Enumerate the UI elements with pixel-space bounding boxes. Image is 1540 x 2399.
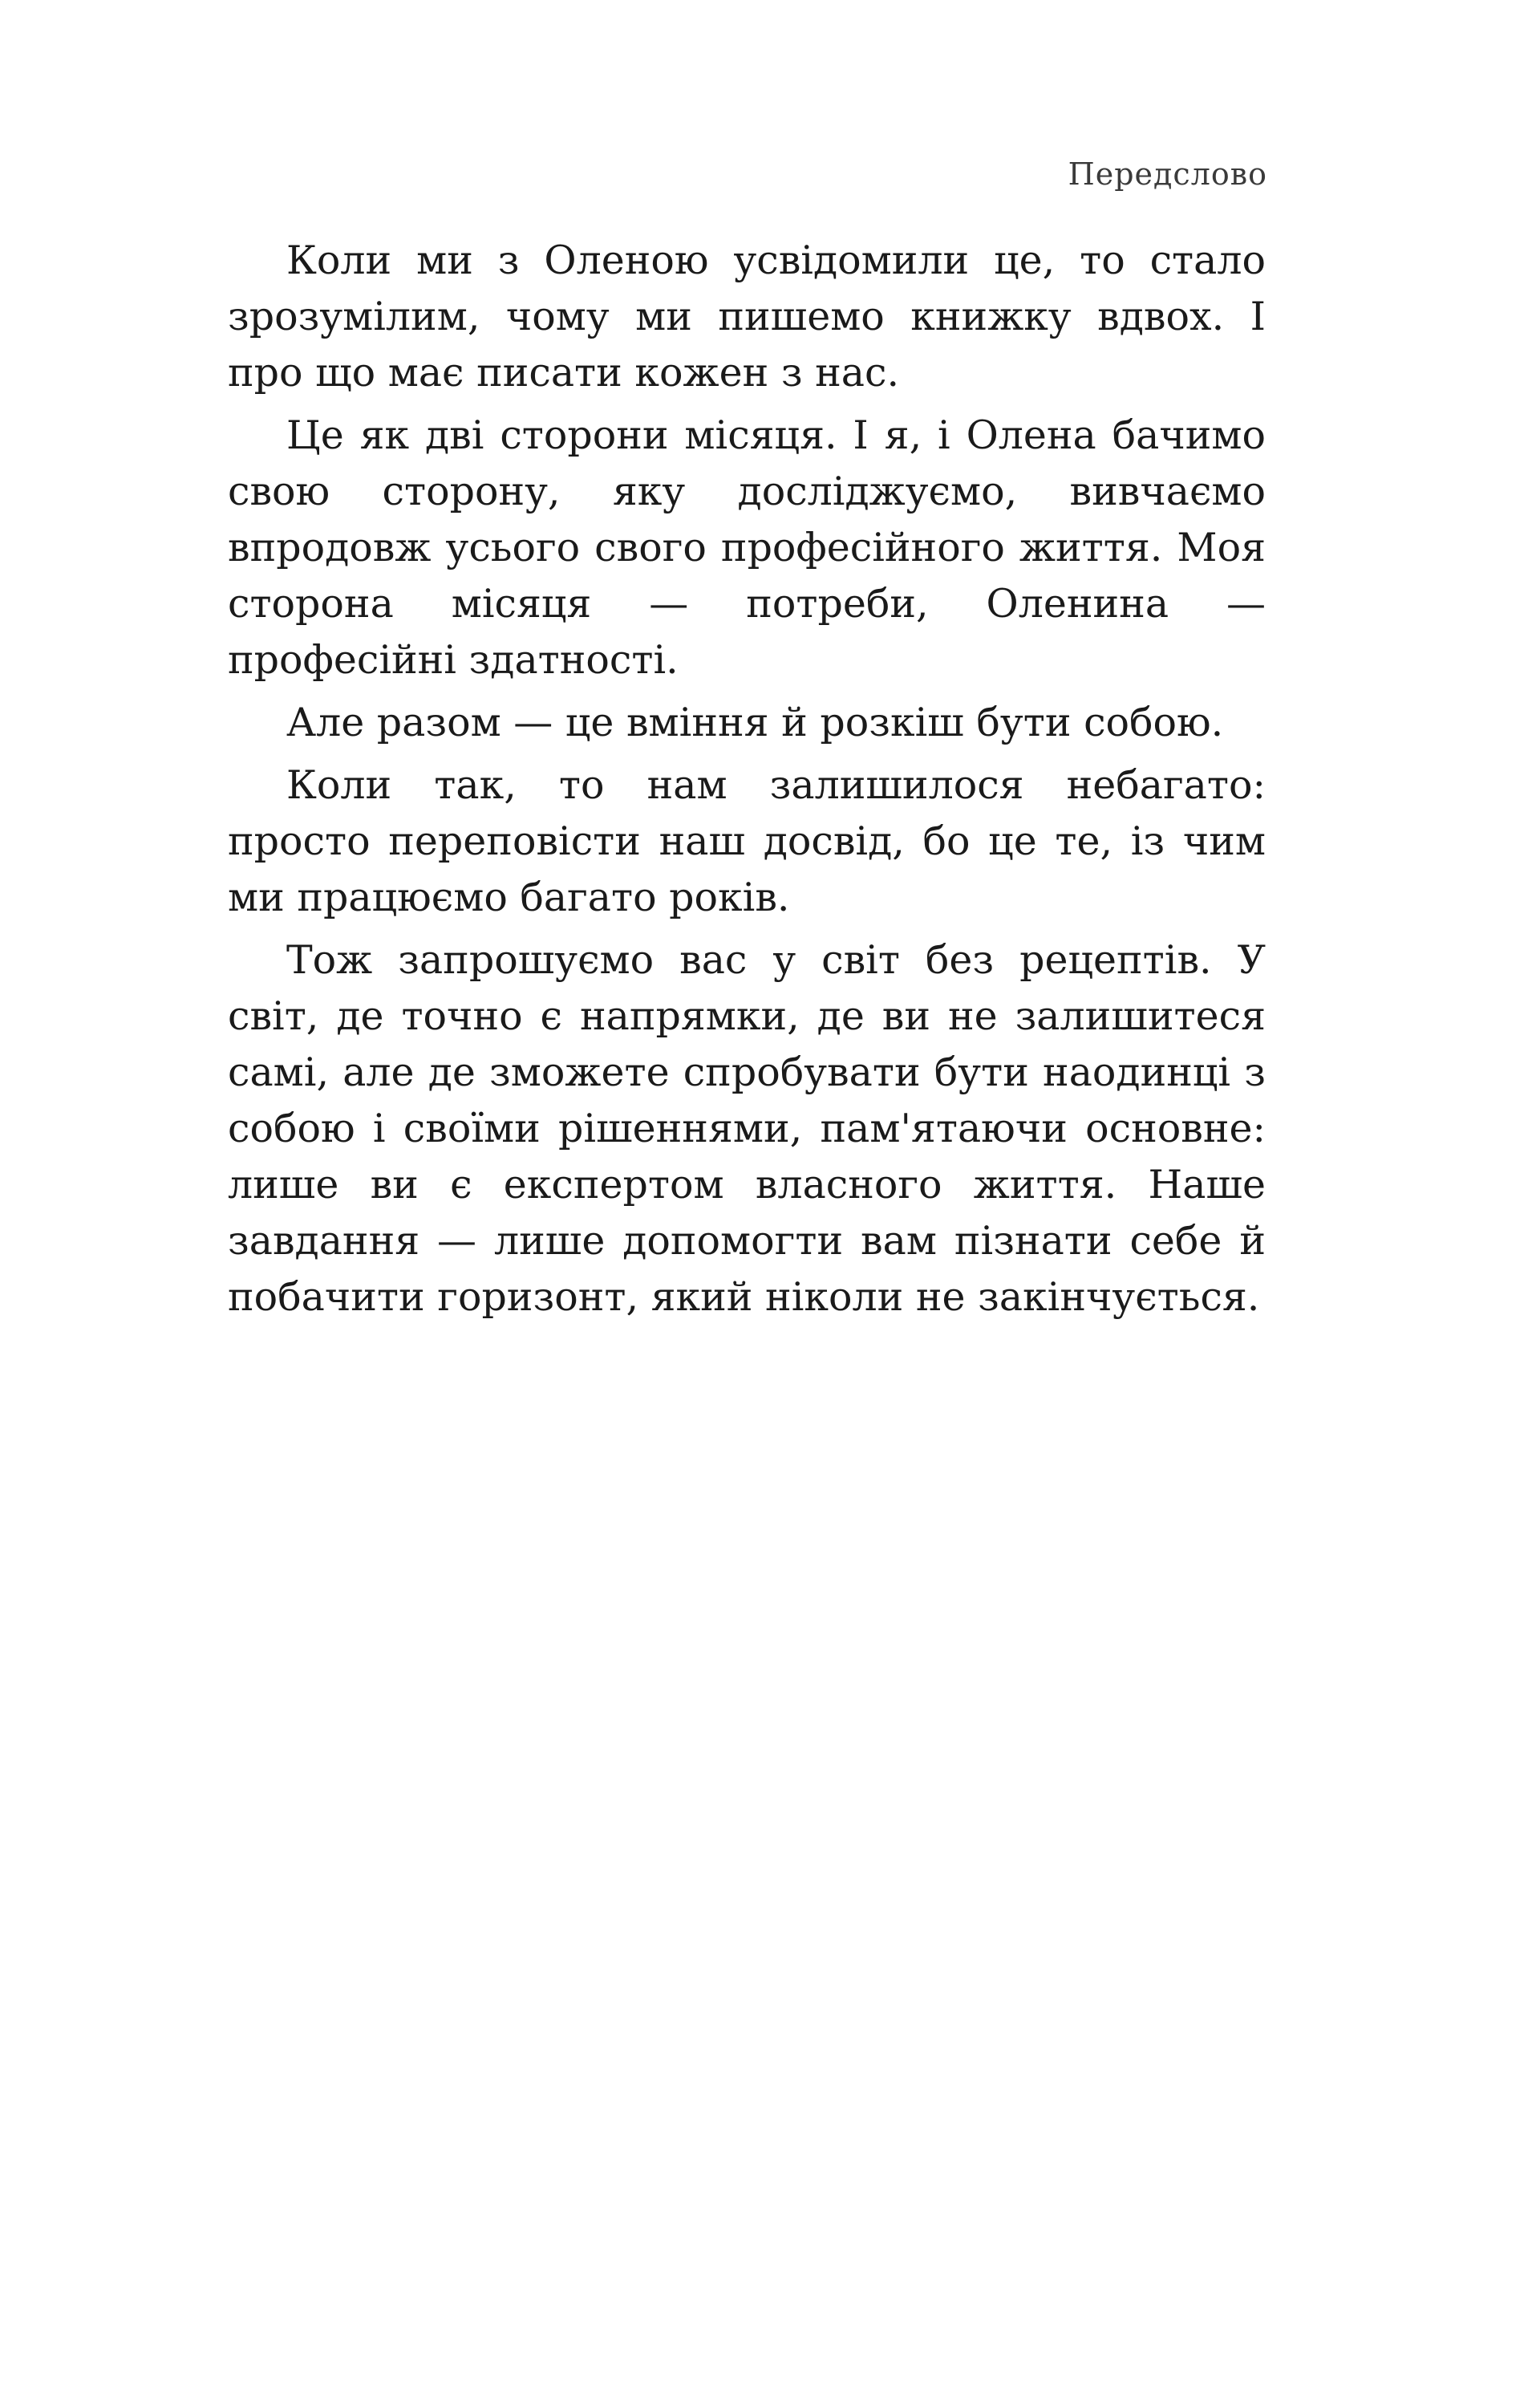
- paragraph: Тож запрошуємо вас у світ без рецептів. У світ, де точно є напрямки, де ви не залишитеся самі, але де зможете спробувати бути наодинці з собою і своїми рішеннями, пам'ятаючи основне: лише ви є експертом власного життя. Наше завдання — лише допомогти вам пізнати себе й побачити горизонт, який ніколи не закінчується.: [228, 937, 1266, 1320]
- body-text: [228, 233, 1266, 1332]
- paragraph: Це як дві сторони місяця. І я, і Олена бачимо свою сторону, яку досліджуємо, вивчаємо впродовж усього свого професійного життя. Моя сторона місяця — потреби, Оленина — професійні здатності.: [228, 412, 1266, 683]
- running-header: Передслово: [1068, 156, 1267, 192]
- paragraph: Коли так, то нам залишилося небагато: просто переповісти наш досвід, бо це те, із чим ми працюємо багато років.: [228, 762, 1266, 920]
- paragraph: Але разом — це вміння й розкіш бути собою.: [286, 700, 1224, 745]
- paragraph: Коли ми з Оленою усвідомили це, то стало зрозумілим, чому ми пишемо книжку вдвох. І про що має писати кожен з нас.: [228, 237, 1266, 396]
